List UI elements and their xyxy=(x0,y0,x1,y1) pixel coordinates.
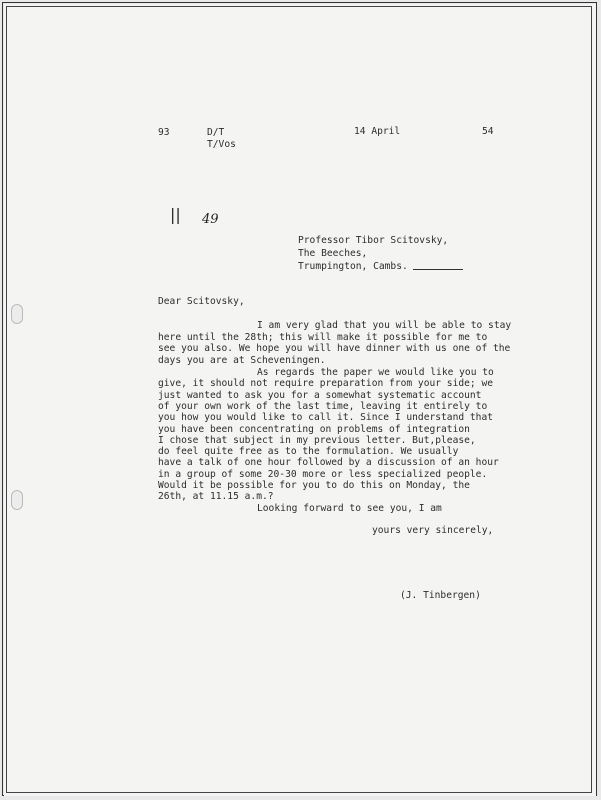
paragraph-2-line: of your own work of the last time, leaving it entirely to xyxy=(158,400,488,412)
paragraph-2-line: Would it be possible for you to do this on Monday, the xyxy=(158,480,470,491)
paragraph-1-line: here until the 28th; this will make it possible for me to xyxy=(158,331,488,343)
paragraph-1-line: see you also. We hope you will have dinner with us one of the xyxy=(158,343,511,354)
address-line-3: Trumpington, Cambs. xyxy=(298,261,408,272)
paragraph-2-line: give, it should not require preparation from your side; we xyxy=(158,378,494,390)
handwritten-mark: || xyxy=(170,205,181,224)
initials-1: D/T xyxy=(207,127,225,138)
paragraph-1-line: I am very glad that you will be able to stay xyxy=(257,320,512,331)
handwritten-number: 49 xyxy=(202,212,219,227)
year: 54 xyxy=(482,126,494,137)
paragraph-2-line: you have been concentrating on problems of integration xyxy=(158,423,470,435)
date: 14 April xyxy=(354,126,401,137)
initials-2: T/Vos xyxy=(207,139,236,150)
address-line-2: The Beeches, xyxy=(298,248,368,259)
page-number: 93 xyxy=(158,127,170,138)
paragraph-2-line: do feel quite free as to the formulation. We usually xyxy=(158,446,459,458)
paragraph-1-line: days you are at Scheveningen. xyxy=(158,354,326,366)
address-line-1: Professor Tibor Scitovsky, xyxy=(298,235,449,246)
address-underline xyxy=(413,269,463,270)
paragraph-2-line: in a group of some 20-30 more or less specialized people. xyxy=(158,468,488,480)
signature-name: (J. Tinbergen) xyxy=(400,590,481,601)
paragraph-2-line: just wanted to ask you for a somewhat systematic account xyxy=(158,389,482,401)
closing-line: Looking forward to see you, I am xyxy=(257,503,442,514)
salutation: Dear Scitovsky, xyxy=(158,296,245,307)
paragraph-2-line: 26th, at 11.15 a.m.? xyxy=(158,491,274,503)
paragraph-2-line: As regards the paper we would like you to xyxy=(257,367,494,378)
paragraph-2-line: you how you would like to call it. Since I understand that xyxy=(158,412,494,424)
paragraph-2-line: have a talk of one hour followed by a discussion of an hour xyxy=(158,457,499,469)
valediction: yours very sincerely, xyxy=(372,525,494,536)
paragraph-2-line: I chose that subject in my previous letter. But,please, xyxy=(158,434,476,446)
